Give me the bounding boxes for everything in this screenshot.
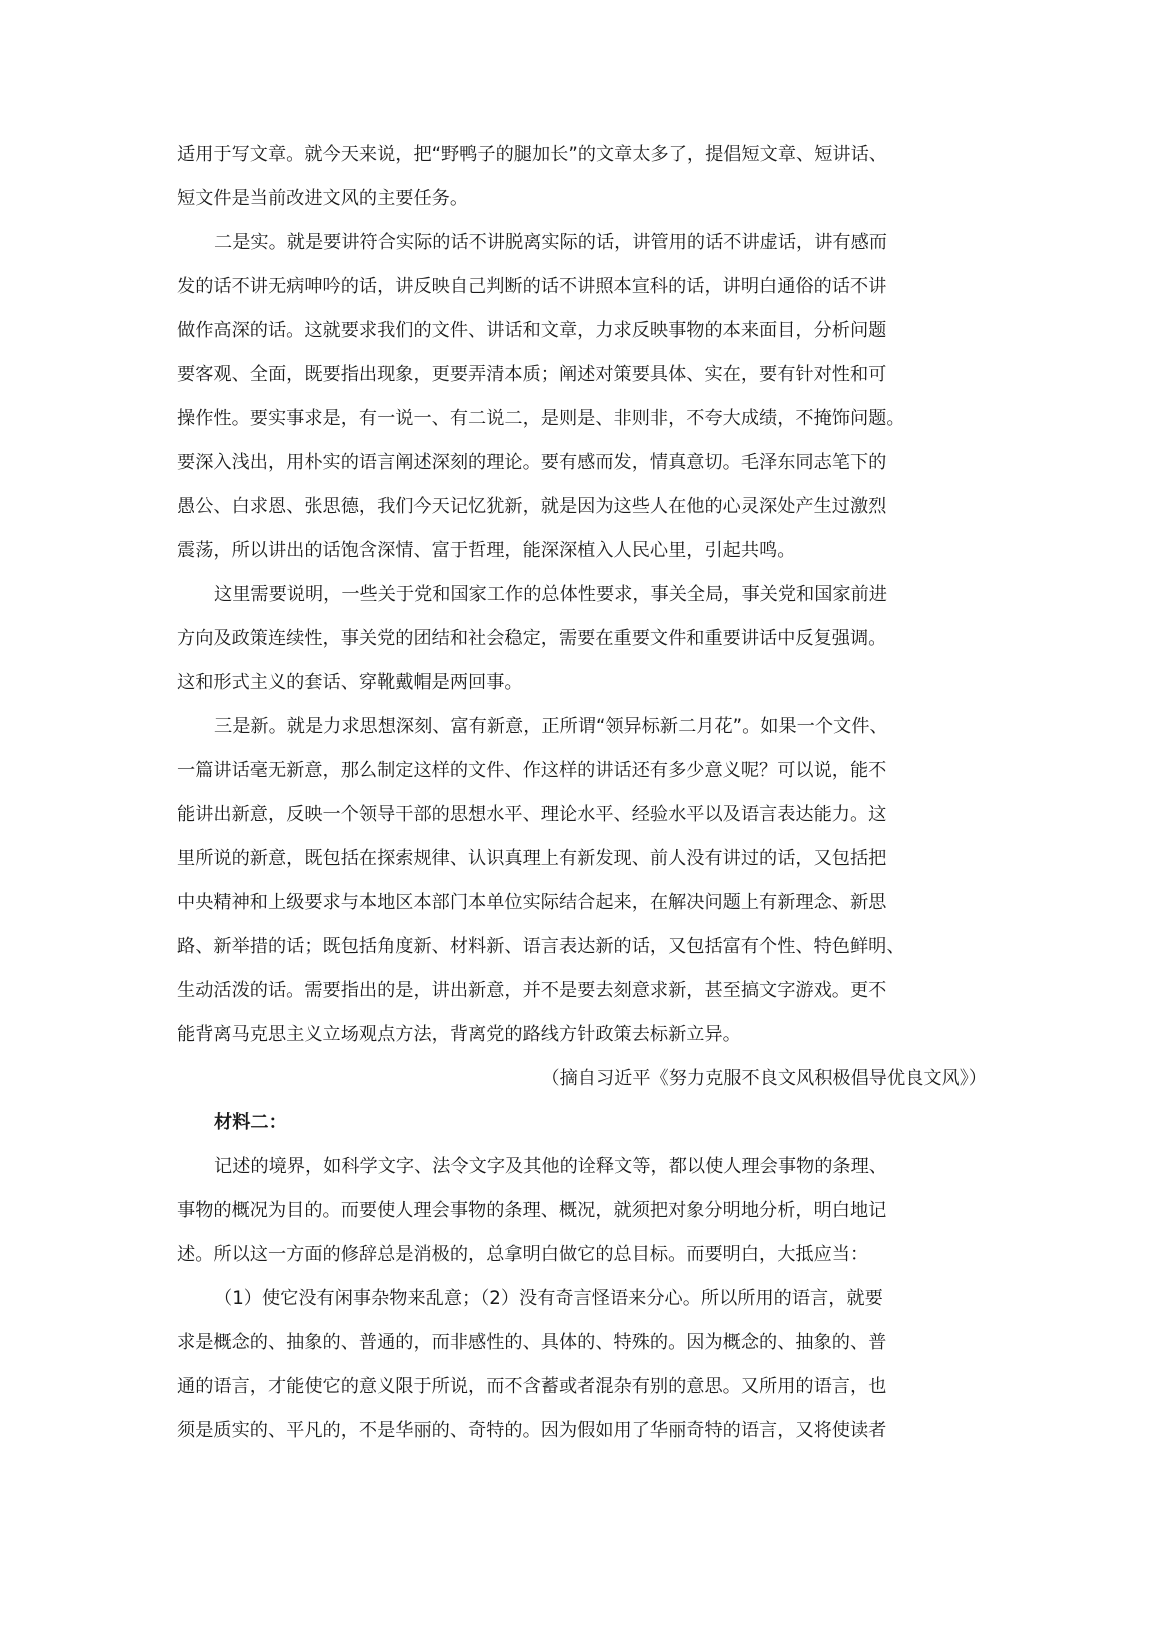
text-line: 能背离马克思主义立场观点方法，背离党的路线方针政策去标新立异。: [177, 1024, 741, 1045]
text-line: 须是质实的、平凡的，不是华丽的、奇特的。因为假如用了华丽奇特的语言，又将使读者: [177, 1420, 887, 1441]
text-line: 要深入浅出，用朴实的语言阐述深刻的理论。要有感而发，情真意切。毛泽东同志笔下的: [177, 452, 887, 473]
text-line: 里所说的新意，既包括在探索规律、认识真理上有新发现、前人没有讲过的话，又包括把: [177, 848, 887, 869]
text-line: 通的语言，才能使它的意义限于所说，而不含蓄或者混杂有别的意思。又所用的语言，也: [177, 1376, 887, 1397]
paragraph-first-line: 这里需要说明，一些关于党和国家工作的总体性要求，事关全局，事关党和国家前进: [214, 584, 887, 605]
text-line: 操作性。要实事求是，有一说一、有二说二，是则是、非则非，不夸大成绩，不掩饰问题。: [177, 408, 905, 429]
text-line: 方向及政策连续性，事关党的团结和社会稳定，需要在重要文件和重要讲话中反复强调。: [177, 628, 887, 649]
text-line: 短文件是当前改进文风的主要任务。: [177, 188, 469, 209]
text-line: 适用于写文章。就今天来说，把“野鸭子的腿加长”的文章太多了，提倡短文章、短讲话、: [177, 144, 887, 165]
paragraph-first-line: （1）使它没有闲事杂物来乱意；（2）没有奇言怪语来分心。所以所用的语言，就要: [214, 1288, 883, 1309]
text-line: 生动活泼的话。需要指出的是，讲出新意，并不是要去刻意求新，甚至搞文字游戏。更不: [177, 980, 887, 1001]
text-line: 中央精神和上级要求与本地区本部门本单位实际结合起来，在解决问题上有新理念、新思: [177, 892, 887, 913]
text-line: 事物的概况为目的。而要使人理会事物的条理、概况，就须把对象分明地分析，明白地记: [177, 1200, 887, 1221]
text-line: 能讲出新意，反映一个领导干部的思想水平、理论水平、经验水平以及语言表达能力。这: [177, 804, 887, 825]
text-line: 要客观、全面，既要指出现象，更要弄清本质；阐述对策要具体、实在，要有针对性和可: [177, 364, 887, 385]
text-line: 这和形式主义的套话、穿靴戴帽是两回事。: [177, 672, 523, 693]
text-line: 求是概念的、抽象的、普通的，而非感性的、具体的、特殊的。因为概念的、抽象的、普: [177, 1332, 887, 1353]
text-line: 震荡，所以讲出的话饱含深情、富于哲理，能深深植入人民心里，引起共鸣。: [177, 540, 796, 561]
text-line: 做作高深的话。这就要求我们的文件、讲话和文章，力求反映事物的本来面目，分析问题: [177, 320, 887, 341]
text-line: 述。所以这一方面的修辞总是消极的，总拿明白做它的总目标。而要明白，大抵应当：: [177, 1244, 869, 1265]
paragraph-first-line: 记述的境界，如科学文字、法令文字及其他的诠释文等，都以使人理会事物的条理、: [214, 1156, 887, 1177]
text-line: 一篇讲话毫无新意，那么制定这样的文件、作这样的讲话还有多少意义呢？可以说，能不: [177, 760, 887, 781]
text-line: 发的话不讲无病呻吟的话，讲反映自己判断的话不讲照本宣科的话，讲明白通俗的话不讲: [177, 276, 887, 297]
text-line: 愚公、白求恩、张思德，我们今天记忆犹新，就是因为这些人在他的心灵深处产生过激烈: [177, 496, 887, 517]
paragraph-first-line: 三是新。就是力求思想深刻、富有新意，正所谓“领异标新二月花”。如果一个文件、: [214, 716, 888, 737]
paragraph-first-line: 二是实。就是要讲符合实际的话不讲脱离实际的话，讲管用的话不讲虚话，讲有感而: [214, 232, 887, 253]
section-heading: 材料二：: [214, 1112, 287, 1133]
text-line: 路、新举措的话；既包括角度新、材料新、语言表达新的话，又包括富有个性、特色鲜明、: [177, 936, 905, 957]
source-citation: （摘自习近平《努力克服不良文风积极倡导优良文风》）: [541, 1068, 987, 1089]
